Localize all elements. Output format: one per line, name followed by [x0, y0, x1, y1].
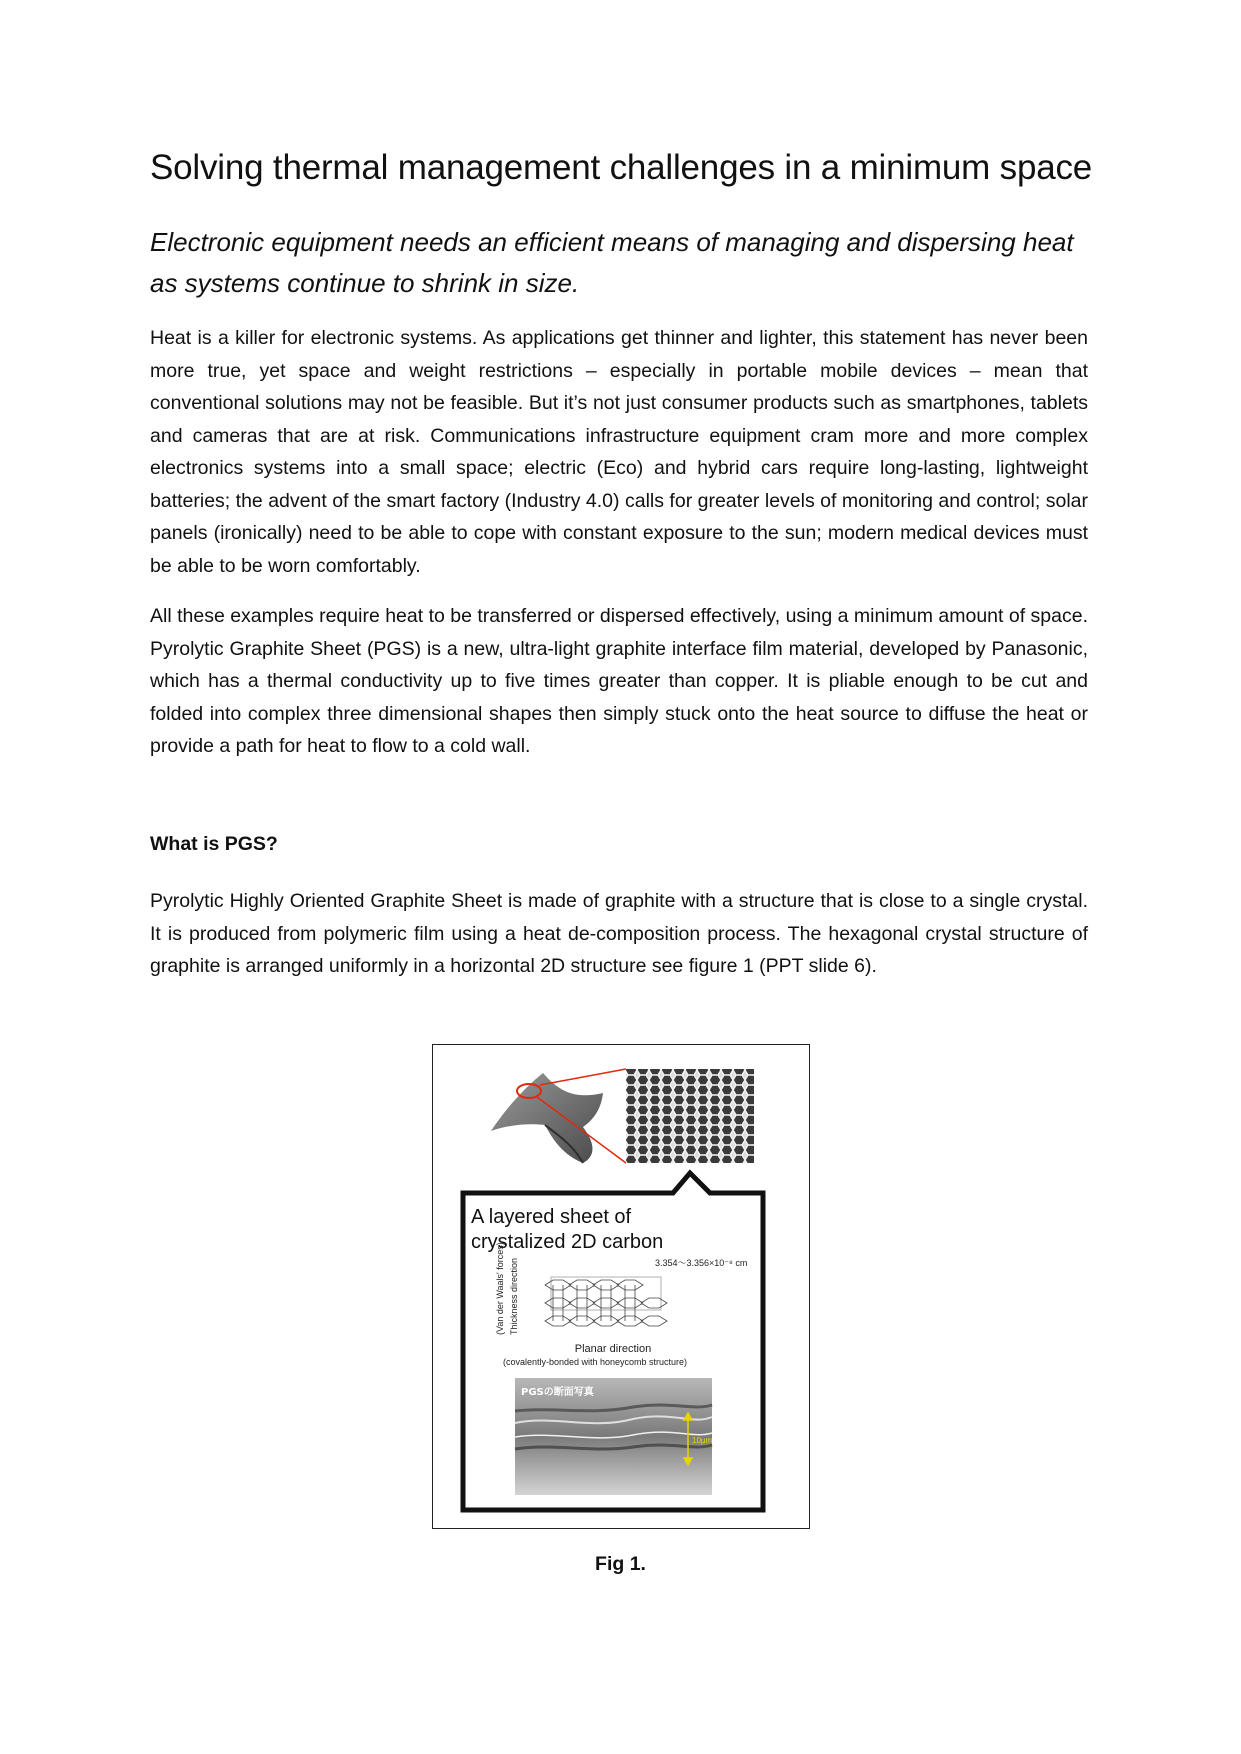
callout-line-1: A layered sheet of: [471, 1206, 632, 1228]
planar-direction-sublabel: (covalently-bonded with honeycomb structure): [502, 1357, 688, 1367]
layer-spacing-label: 3.354～3.356×10⁻⁸ cm: [655, 1258, 748, 1268]
body-paragraph: All these examples require heat to be transferred or dispersed effectively, using a minimum amount of space. Pyrolytic Graphite Sheet (PGS) is a new, ultra-light graphite interface film material, developed by Panasonic, which has a thermal conductivity up to five times greater than copper. It is pliable enough to be cut and folded into complex three dimensional shapes then simply stuck onto the heat source to diffuse the heat or provide a path for heat to flow to a cold wall.: [150, 605, 1088, 757]
axis-label-van-der-waals: (Van der Waals' forces): [495, 1242, 505, 1335]
photo-label: PGSの断面写真: [521, 1387, 594, 1398]
figure-pgs-structure: [432, 1044, 810, 1529]
axis-label-thickness: Thickness direction: [509, 1257, 519, 1335]
figure-graphic: [433, 1045, 811, 1530]
section-heading: What is PGS?: [150, 833, 278, 855]
article-title: Solving thermal management challenges in a minimum space: [150, 148, 1093, 187]
graphite-sheet-illustration: [491, 1073, 603, 1163]
honeycomb-lattice-image: [626, 1069, 754, 1163]
section-paragraph: Pyrolytic Highly Oriented Graphite Sheet is made of graphite with a structure that is close to a single crystal. It is produced from polymeric film using a heat de-composition process. The hexagonal crystal structure of graphite is arranged uniformly in a horizontal 2D structure see figure 1 (PPT slide 6).: [150, 890, 1088, 977]
body-paragraph: Heat is a killer for electronic systems. As applications get thinner and lighter, this statement has never been more true, yet space and weight restrictions – especially in portable mobile devices – mean that conventional solutions may not be feasible. But it’s not just consumer products such as smartphones, tablets and cameras that are at risk. Communications infrastructure equipment cram more and more complex electronics systems into a small space; electric (Eco) and hybrid cars require long-lasting, lightweight batteries; the advent of the smart factory (Industry 4.0) calls for greater levels of monitoring and control; solar panels (ironically) need to be able to cope with constant exposure to the sun; modern medical devices must be able to be worn comfortably.: [150, 327, 1088, 577]
planar-direction-label: Planar direction: [574, 1343, 652, 1355]
callout-line-2: crystalized 2D carbon: [471, 1231, 664, 1253]
figure-caption: Fig 1.: [595, 1553, 646, 1575]
article-subtitle: Electronic equipment needs an efficient means of managing and dispersing heat as systems continue to shrink in size.: [150, 227, 1074, 298]
scale-label: 10μm: [692, 1436, 713, 1445]
